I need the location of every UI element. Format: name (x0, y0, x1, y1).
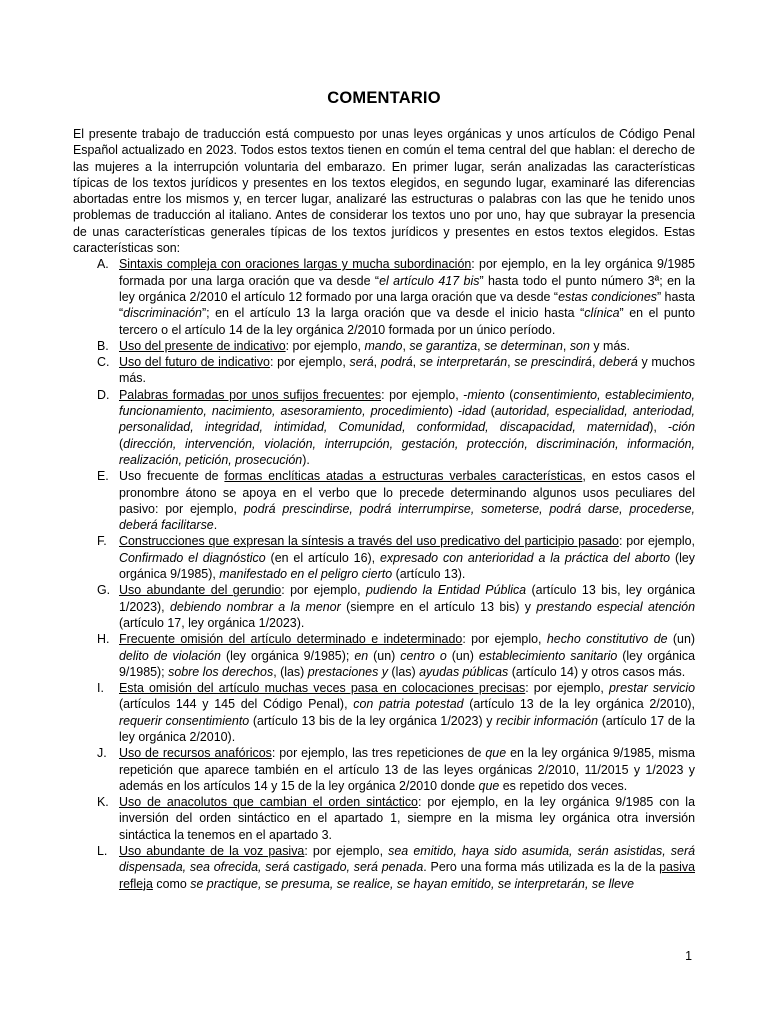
list-item-example: discriminación (123, 306, 202, 321)
list-item-text: (ley orgánica 9/1985), (119, 550, 695, 582)
list-item-text: . (213, 518, 218, 533)
list-item-text: , (402, 338, 410, 353)
list-item-text: (artículo 13 de la ley orgánica 2/2010), (463, 697, 695, 712)
list-item-text: (artículo 13). (392, 567, 466, 582)
list-item-heading: Frecuente omisión del artículo determinado e indeterminado (119, 632, 463, 647)
list-item-example: en (354, 648, 369, 663)
list-item (97, 680, 696, 745)
list-item-example: centro o (400, 648, 447, 663)
list-item-text: : por ejemplo, (269, 355, 350, 370)
list-item-example: que (485, 746, 507, 761)
list-item-example: que (478, 778, 500, 793)
list-item-text: , (373, 355, 381, 370)
list-item-example: delito de violación (119, 648, 221, 663)
list-item-text: ” hasta todo el punto número 3ª; en la ley orgánica 2/2010 el artículo 12 formado por una larga oración que va desde “ (119, 273, 696, 304)
list-item-heading: Uso de anacolutos que cambian el orden sintáctico (119, 795, 418, 810)
intro-paragraph: El presente trabajo de traducción está compuesto por unas leyes orgánicas y unos artículos de Código Penal Español actualizado en 2023. Todos estos textos tienen en común el tema central del que hablan: el derecho de las mujeres a la interrupción voluntaria del embarazo. En primer lugar, serán analizadas las características típicas de los textos jurídicos y presentes en los textos elegidos, en segundo lugar, examinaré las diferencias abortadas entre los mismos y, en tercer lugar, analizaré las estructuras o palabras con las que he tenido unos problemas de traducción al italiano. Antes de considerar los textos uno por uno, hay que subrayar la presencia de unas características generales típicas de los textos jurídicos y presentes en estos textos elegidos. Estas características son: (73, 127, 695, 256)
list-item-example: estas condiciones (558, 289, 657, 304)
list-item-example: autoridad, especialidad, anteriodad, personalidad, integridad, intimidad, Comunidad, conformidad, discapacidad, maternidad (119, 404, 695, 435)
list-item-text: , (591, 355, 600, 370)
list-item-heading: Uso abundante de la voz pasiva (119, 844, 305, 859)
list-item-text: : por ejemplo, las tres repeticiones de (271, 746, 486, 761)
list-item-heading: Uso del futuro de indicativo (119, 355, 270, 370)
list-item-example: se prescindirá (514, 355, 592, 370)
list-item-text: , (477, 338, 485, 353)
list-item-example: será (349, 355, 374, 370)
list-item (97, 843, 696, 892)
list-item-text: es repetido dos veces. (499, 778, 628, 793)
list-item (97, 354, 695, 387)
list-item-text: (un) (667, 632, 696, 647)
list-item-example: ayudas públicas (419, 664, 509, 679)
list-item-example: requerir consentimiento (119, 713, 250, 728)
list-item-heading: Uso de recursos anafóricos (119, 746, 272, 761)
list-item-text: ” en el punto tercero o el artículo 14 de la ley orgánica 2/2010 formada por un único período. (119, 306, 696, 337)
list-item-text: y muchos más. (119, 355, 695, 386)
list-item-text: ” hasta “ (119, 289, 695, 321)
list-item-example: se interpretarán (419, 355, 508, 370)
list-item-heading: Palabras formadas por unos sufijos frecuentes (119, 387, 382, 402)
list-item-marker: H. (97, 632, 110, 647)
list-item-text: : por ejemplo, (285, 338, 365, 353)
list-item-example: se garantiza (409, 338, 478, 353)
list-item-example: mando (364, 338, 403, 353)
list-item (97, 533, 695, 582)
list-item-text: (las) (387, 664, 420, 679)
list-item-example: se determinan (484, 338, 563, 353)
list-item-example: recibir información (496, 713, 599, 728)
list-item-text: , en estos casos el pronombre átono se apoya en el verbo que lo precede determinando algunos usos peculiares del pasivo: por ejemplo, (119, 469, 695, 516)
list-item (97, 794, 695, 843)
list-item-example: establecimiento sanitario (478, 648, 618, 663)
list-item-example: podrá (380, 355, 413, 370)
list-item (97, 631, 696, 680)
list-item-text: (artículos 144 y 145 del Código Penal), (119, 697, 354, 712)
list-item-example: manifestado en el peligro cierto (219, 567, 393, 582)
list-item-example: ción (672, 420, 695, 435)
list-item-text: (artículo 13 bis, ley orgánica 1/2023), (119, 583, 695, 614)
list-item-text: : por ejemplo, (618, 534, 695, 549)
list-item-text: como (152, 876, 191, 891)
list-item-marker: B. (97, 338, 109, 353)
list-item-example: clínica (584, 306, 620, 321)
list-item-text: , (562, 338, 570, 353)
list-item-example: consentimiento, establecimiento, funcionamiento, nacimiento, asesoramiento, procedimiento (119, 387, 695, 419)
list-item (97, 468, 696, 533)
characteristics-list (73, 256, 695, 892)
list-item-example: se practique, se presuma, se realice, se hayan emitido, se interpretarán, se lleve (190, 876, 635, 891)
list-item-example: expresado con anterioridad a la práctica del aborto (380, 550, 671, 565)
list-item-heading: Construcciones que expresan la síntesis a través del uso predicativo del participio pasado (119, 534, 619, 549)
list-item-heading: Sintaxis compleja con oraciones largas y mucha subordinación (119, 257, 472, 272)
list-item-text: : por ejemplo, (304, 844, 389, 859)
list-item-example: sobre los derechos (168, 664, 274, 679)
list-item-text: ). (302, 452, 310, 467)
list-item-text: (en el artículo 16), (265, 550, 380, 565)
list-item-example: podrá prescindirse, podrá interrumpirse, someterse, podrá darse, procederse, deberá facilitarse (119, 501, 696, 533)
list-item-text: : por ejemplo, (462, 632, 547, 647)
document-body (73, 126, 695, 892)
list-item-text: (ley orgánica 9/1985); (119, 648, 696, 679)
list-item-heading: Uso abundante del gerundio (119, 583, 282, 598)
list-item-text: (artículo 17 de la ley orgánica 2/2010). (119, 713, 696, 744)
list-item-heading: Uso del presente de indicativo (119, 338, 286, 353)
list-item-example: debiendo nombrar a la menor (170, 599, 341, 614)
list-item-text: ( (504, 387, 514, 402)
list-item-text: (siempre en el artículo 13 bis) y (340, 599, 537, 614)
list-item-heading: formas enclíticas atadas a estructuras verbales características (224, 469, 583, 484)
list-item (97, 338, 695, 354)
list-item-example: deberá (599, 355, 638, 370)
list-item-example: prestar servicio (609, 681, 695, 696)
list-item (97, 387, 695, 468)
list-item-text: , (507, 355, 515, 370)
list-item-text: ), - (649, 420, 673, 435)
list-item-marker: K. (97, 795, 109, 810)
list-item-example: el artículo 417 bis (379, 273, 480, 288)
list-item-heading: pasiva refleja (119, 860, 696, 891)
list-item-text: ( (119, 436, 124, 451)
list-item-example: son (569, 338, 590, 353)
list-item-text: ”; en el artículo 13 la larga oración que va desde el inicio hasta “ (201, 306, 585, 321)
list-item-text: en la ley orgánica 9/1985, misma repetición que aparece también en el artículo 13 de las leyes orgánicas 2/2010, 11/2015 y 1/2023 y además en los artículos 14 y 15 de la ley orgánica 2/2010 donde (119, 746, 695, 793)
list-item (97, 256, 696, 337)
list-item-example: Confirmado el diagnóstico (119, 550, 266, 565)
list-item-marker: I. (97, 681, 104, 696)
list-item-marker: L. (97, 844, 108, 859)
list-item-text: , (412, 355, 420, 370)
list-item-marker: F. (97, 534, 107, 549)
list-item-text: ( (485, 404, 495, 419)
list-item (97, 582, 696, 631)
list-item-text: , (las) (273, 664, 308, 679)
list-item-text: (artículo 14) y otros casos más. (508, 664, 686, 679)
list-item-example: pudiendo la Entidad Pública (365, 583, 527, 598)
list-item-example: sea emitido, haya sido asumida, serán asistidas, será dispensada, sea ofrecida, será castigado, será penada (119, 844, 696, 875)
list-item-marker: E. (97, 469, 109, 484)
list-item-marker: J. (97, 746, 107, 761)
list-item-example: con patria potestad (353, 697, 464, 712)
list-item-example: miento (467, 387, 505, 402)
list-item-text: ) - (448, 404, 463, 419)
list-item (97, 745, 695, 794)
list-item-text: . Pero una forma más utilizada es la de la (423, 860, 660, 875)
list-item-marker: C. (97, 355, 110, 370)
list-item-example: idad (462, 404, 486, 419)
list-item-marker: G. (97, 583, 111, 598)
list-item-text: (un) (446, 648, 479, 663)
list-item-text: (ley orgánica 9/1985); (220, 648, 355, 663)
list-item-text: (un) (368, 648, 401, 663)
list-item-example: dirección, intervención, violación, interrupción, gestación, protección, discriminación, información, realización, petición, prosecución (119, 436, 695, 467)
list-item-example: prestaciones y (307, 664, 388, 679)
list-item-example: hecho constitutivo de (546, 632, 668, 647)
list-item-text: : por ejemplo, en la ley orgánica 9/1985 con la inversión del orden sintáctico en el apartado 1, siempre en la misma ley orgánica otra inversión sintáctica la tenemos en el apartado 3. (119, 795, 695, 842)
list-item-text: y más. (589, 338, 630, 353)
list-item-text: : por ejemplo, (281, 583, 366, 598)
list-item-heading: Esta omisión del artículo muchas veces pasa en colocaciones precisas (119, 681, 526, 696)
list-item-text: : por ejemplo, (525, 681, 610, 696)
page-number: 1 (685, 949, 692, 963)
page-title: COMENTARIO (327, 89, 441, 107)
list-item-text: Uso frecuente de (119, 469, 225, 484)
list-item-example: prestando especial atención (536, 599, 696, 614)
list-item-marker: D. (97, 387, 110, 402)
list-item-text: : por ejemplo, - (381, 387, 468, 402)
list-item-text: : por ejemplo, en la ley orgánica 9/1985 formada por una larga oración que va desde “ (119, 257, 695, 288)
list-item-text: (artículo 17, ley orgánica 1/2023). (119, 615, 305, 630)
list-item-text: (artículo 13 bis de la ley orgánica 1/2023) y (249, 713, 497, 728)
list-item-marker: A. (97, 257, 109, 272)
